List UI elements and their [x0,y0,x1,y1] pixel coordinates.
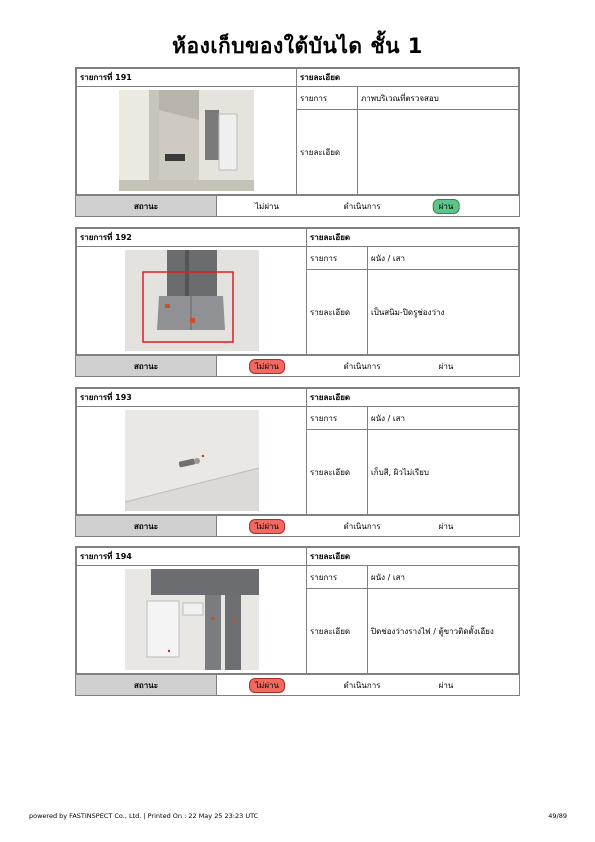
status-row [76,195,519,216]
detail-value: ปิดช่องว่างรางไฟ / ตู้ขาวติดตั้งเอียง [368,589,519,674]
list-value: ผนัง / เสา [368,247,519,270]
status-row [76,515,519,536]
status-pass-option[interactable]: ผ่าน [433,199,460,214]
page-title: ห้องเก็บของใต้บันได ชั้น 1 [172,34,423,58]
photo-cell [77,407,307,515]
status-fail-option[interactable]: ไม่ผ่าน [255,201,279,211]
photo-cell [77,87,297,195]
list-value: ผนัง / เสา [368,566,519,589]
detail-header: รายละเอียด [297,69,519,87]
status-row [76,674,519,695]
item-number: รายการที่ 192 [77,229,307,247]
inspection-photo[interactable] [125,569,259,670]
photo-cell [77,566,307,674]
status-label: สถานะ [76,675,217,695]
status-label: สถานะ [76,196,217,216]
list-label: รายการ [307,407,368,430]
status-progress-option[interactable]: ดำเนินการ [343,521,381,531]
photo-cell [77,247,307,355]
detail-label: รายละเอียด [307,589,368,674]
status-pass-option[interactable]: ผ่าน [438,361,454,371]
inspection-card [75,227,520,377]
detail-value: เก็บสี, ผิวไม่เรียบ [368,430,519,515]
list-value: ภาพบริเวณที่ตรวจสอบ [358,87,519,110]
inspection-card [75,546,520,696]
detail-header: รายละเอียด [307,389,519,407]
inspection-photo[interactable] [119,90,254,191]
detail-label: รายละเอียด [307,270,368,355]
status-fail-option[interactable]: ไม่ผ่าน [249,678,285,693]
status-progress-option[interactable]: ดำเนินการ [343,201,381,211]
status-fail-option[interactable]: ไม่ผ่าน [249,359,285,374]
status-label: สถานะ [76,356,217,376]
item-number: รายการที่ 193 [77,389,307,407]
list-value: ผนัง / เสา [368,407,519,430]
status-progress-option[interactable]: ดำเนินการ [343,361,381,371]
status-pass-option[interactable]: ผ่าน [438,680,454,690]
item-number: รายการที่ 194 [77,548,307,566]
page-number: 49/89 [548,812,567,820]
detail-label: รายละเอียด [297,110,358,195]
item-number: รายการที่ 191 [77,69,297,87]
status-label: สถานะ [76,516,217,536]
list-label: รายการ [307,247,368,270]
inspection-photo[interactable] [125,250,259,351]
list-label: รายการ [307,566,368,589]
inspection-card [75,387,520,537]
detail-header: รายละเอียด [307,229,519,247]
inspection-card [75,67,520,217]
detail-header: รายละเอียด [307,548,519,566]
detail-value: เป็นสนิม-ปิดรูช่องว่าง [368,270,519,355]
detail-value [358,110,519,195]
status-row [76,355,519,376]
inspection-photo[interactable] [125,410,259,511]
detail-label: รายละเอียด [307,430,368,515]
footer-credit: powered by FASTINSPECT Co., Ltd. | Printed On : 22 May 25 23:23 UTC [29,812,259,820]
status-pass-option[interactable]: ผ่าน [438,521,454,531]
list-label: รายการ [297,87,358,110]
status-progress-option[interactable]: ดำเนินการ [343,680,381,690]
status-fail-option[interactable]: ไม่ผ่าน [249,519,285,534]
